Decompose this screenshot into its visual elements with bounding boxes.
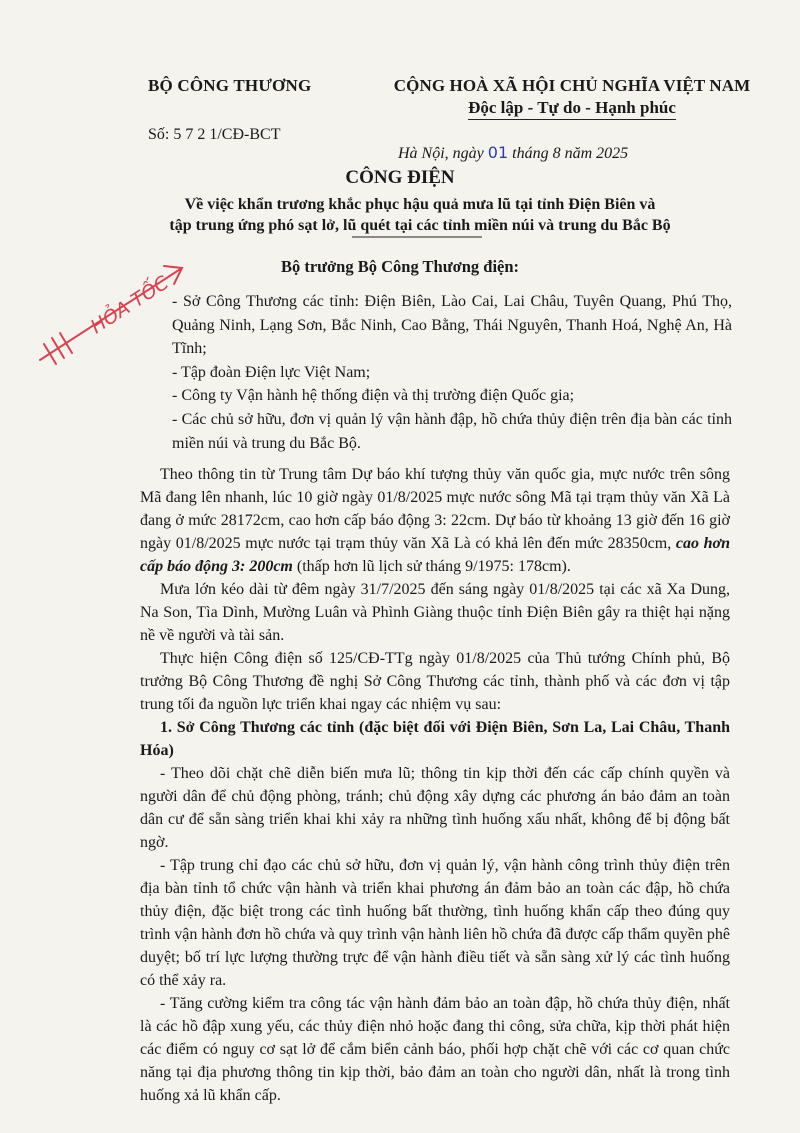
salutation: Bộ trưởng Bộ Công Thương điện: [280,257,520,276]
recipient-item: - Công ty Vận hành hệ thống điện và thị trường điện Quốc gia; [172,387,575,405]
body-paragraph-2: Mưa lớn kéo dài từ đêm ngày 31/7/2025 đến sáng ngày 01/8/2025 tại các xã Xa Dung, Na Son, Tìa Dình, Mường Luân và Phình Giàng thuộc tỉnh Điện Biên gây ra thiệt hại nặng nề về người và tài sản. [140,581,730,644]
recipient-list [172,290,732,455]
issue-date [398,143,628,163]
highlighted-alert-level: cao hơn cấp báo động 3: 200cm [140,535,731,575]
national-motto: Độc lập - Tự do - Hạnh phúc [468,98,676,120]
recipient-item: - Sở Công Thương các tỉnh: Điện Biên, Lào Cai, Lai Châu, Tuyên Quang, Phú Thọ, Quảng Ninh, Lạng Sơn, Bắc Ninh, Cao Bằng, Thái Nguyên, Thanh Hoá, Nghệ An, Hà Tĩnh; [172,293,732,358]
header-left [148,76,348,144]
subject-underline [352,235,482,239]
paragraph-text: Theo thông tin từ Trung tâm Dự báo khí tượng thủy văn quốc gia, mực nước trên sông Mã đang lên nhanh, lúc 10 giờ ngày 01/8/2025 mực nước sông Mã tại trạm thủy văn Xã Là đang ở mức 28172cm, cao hơn cấp báo động 3: 22cm. Dự báo từ khoảng 13 giờ đến 16 giờ ngày 01/8/2025 mực nước tại trạm thủy văn Xã Là có khả lên đến mức 28350cm, [140,466,730,552]
document-body [140,463,730,1107]
header-right [362,76,782,120]
document-title: CÔNG ĐIỆN [345,167,455,188]
national-title: CỘNG HOÀ XÃ HỘI CHỦ NGHĨA VIỆT NAM [393,76,751,95]
document-number: Số: 5 7 2 1/CĐ-BCT [148,126,281,143]
date-day: 01 [487,143,509,162]
section-1-item-3: - Tăng cường kiểm tra công tác vận hành đảm bảo an toàn đập, hồ chứa thủy điện, nhất là các hồ đập xung yếu, các thủy điện nhỏ hoặc đang thi công, sửa chữa, kịp thời phát hiện các điểm có nguy cơ sạt lở để cắm biển cảnh báo, phối hợp chặt chẽ với các cơ quan chức năng tại địa phương thông tin kịp thời, bảo đảm an toàn cho người dân, nhất là trong tình huống xả lũ khẩn cấp. [140,995,730,1104]
body-paragraph-3: Thực hiện Công điện số 125/CĐ-TTg ngày 01/8/2025 của Thủ tướng Chính phủ, Bộ trưởng Bộ Công Thương đề nghị Sở Công Thương các tỉnh, thành phố và các đơn vị tập trung tối đa nguồn lực triển khai ngay các nhiệm vụ sau: [140,650,730,713]
recipient-item: - Tập đoàn Điện lực Việt Nam; [172,363,371,381]
stamp-text: HỎA TỐC [86,271,173,339]
document-subject [120,194,720,236]
subject-line-1: Về việc khẩn trương khắc phục hậu quả mưa lũ tại tỉnh Điện Biên và [184,196,656,213]
body-paragraph-1 [140,463,730,578]
issuing-organization: BỘ CÔNG THƯƠNG [148,76,312,95]
subject-line-2: tập trung ứng phó sạt lở, lũ quét tại các tỉnh miền núi và trung du Bắc Bộ [169,217,671,234]
date-suffix: tháng 8 năm 2025 [512,145,629,162]
paragraph-text: (thấp hơn lũ lịch sử tháng 9/1975: 178cm). [296,558,571,575]
recipient-item: - Các chủ sở hữu, đơn vị quản lý vận hành đập, hồ chứa thủy điện trên địa bàn các tỉnh miền núi và trung du Bắc Bộ. [172,410,732,452]
section-1-item-2: - Tập trung chỉ đạo các chủ sở hữu, đơn vị quản lý, vận hành công trình thủy điện trên địa bàn tỉnh tổ chức vận hành và triển khai phương án đảm bảo an toàn các đập, hồ chứa thủy điện, đặc biệt trong các tình huống bất thường, tình huống khẩn cấp theo đúng quy trình vận hành đơn hồ chứa và quy trình vận hành liên hồ chứa đã được cấp thẩm quyền phê duyệt; bố trí lực lượng thường trực để vận hành điều tiết và sẵn sàng xử lý các tình huống có thể xảy ra. [140,857,730,989]
date-prefix: Hà Nội, ngày [398,145,484,162]
section-1-heading: 1. Sở Công Thương các tỉnh (đặc biệt đối với Điện Biên, Sơn La, Lai Châu, Thanh Hóa) [140,719,730,759]
section-1-item-1: - Theo dõi chặt chẽ diễn biến mưa lũ; thông tin kịp thời đến các cấp chính quyền và người dân để chủ động phòng, tránh; chủ động xây dựng các phương án bảo đảm an toàn dân cư để sẵn sàng triển khai khi xảy ra những tình huống xấu nhất, không để bị động bất ngờ. [140,765,730,851]
